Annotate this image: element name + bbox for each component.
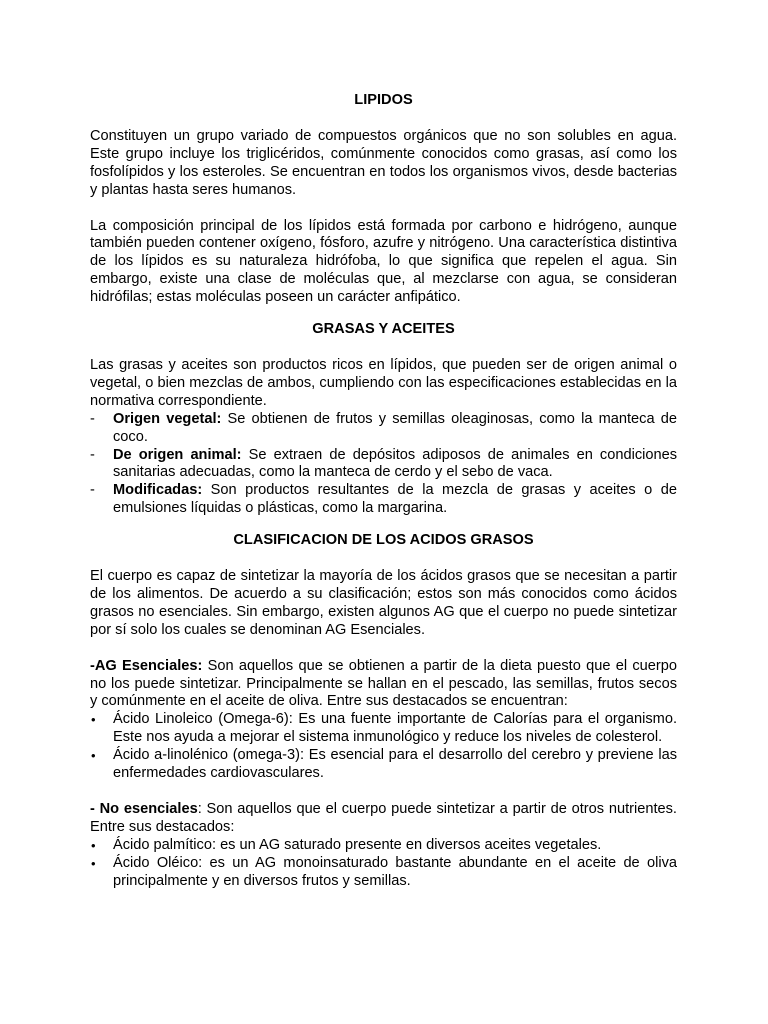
intro-paragraph-1: Constituyen un grupo variado de compuestos orgánicos que no son solubles en agua. Este grupo incluye los triglicéridos, comúnmente conocidos como grasas, así como los fosfolípidos y los esteroles. Se encuentran en todos los organismos vivos, desde bacterias y plantas hasta seres humanos. bbox=[90, 127, 677, 198]
list-item bbox=[90, 447, 677, 483]
item-text: Son productos resultantes de la mezcla de grasas y aceites o de emulsiones líquidas o plásticas, como la margarina. bbox=[113, 482, 677, 517]
esenciales-term: -AG Esenciales: bbox=[90, 657, 203, 674]
section-heading-grasas: GRASAS Y ACEITES bbox=[312, 321, 455, 338]
list-item bbox=[90, 482, 677, 518]
item-text: Ácido palmítico: es un AG saturado presente en diversos aceites vegetales. bbox=[113, 836, 602, 853]
no-esenciales-term: - No esenciales bbox=[90, 801, 198, 817]
clasificacion-paragraph: El cuerpo es capaz de sintetizar la mayoría de los ácidos grasos que se necesitan a partir de los alimentos. De acuerdo a su clasificación; estos son más conocidos como ácidos grasos no esenciales. Sin embargo, existen algunos AG que el cuerpo no puede sintetizar por sí solo los cuales se denominan AG Esenciales. bbox=[90, 568, 677, 638]
section-heading-clasificacion: CLASIFICACION DE LOS ACIDOS GRASOS bbox=[233, 532, 534, 549]
page-title: LIPIDOS bbox=[354, 92, 413, 108]
item-text: Ácido Linoleico (Omega-6): Es una fuente importante de Calorías para el organismo. Este nos ayuda a mejorar el sistema inmunológico y reduce los niveles de colesterol. bbox=[113, 711, 677, 746]
bullet-icon: • bbox=[91, 712, 96, 728]
grasas-paragraph: Las grasas y aceites son productos ricos en lípidos, que pueden ser de origen animal o vegetal, o bien mezclas de ambos, cumpliendo con las especificaciones establecidas en la normativa correspondiente. bbox=[90, 356, 677, 409]
item-text: Ácido a-linolénico (omega-3): Es esencial para el desarrollo del cerebro y previene las enfermedades cardiovasculares. bbox=[113, 747, 677, 782]
esenciales-list bbox=[90, 711, 677, 783]
list-item bbox=[90, 837, 677, 855]
dash-marker: - bbox=[90, 446, 95, 463]
bullet-icon: • bbox=[91, 855, 96, 871]
list-item bbox=[90, 855, 677, 891]
dash-marker: - bbox=[90, 410, 95, 427]
esenciales-text: Son aquellos que se obtienen a partir de la dieta puesto que el cuerpo no los puede sintetizar. Principalmente se hallan en el pescado, las semillas, frutos secos y comúnmente en el aceite de oliva. Entre sus destacados se encuentran: bbox=[90, 657, 677, 710]
grasas-list bbox=[90, 411, 677, 518]
bullet-icon: • bbox=[91, 748, 96, 764]
list-item bbox=[90, 747, 677, 783]
no-esenciales-paragraph bbox=[90, 801, 677, 837]
intro-paragraph-2: La composición principal de los lípidos está formada por carbono e hidrógeno, aunque también pueden contener oxígeno, fósforo, azufre y nitrógeno. Una característica distintiva de los lípidos es su naturaleza hidrófoba, lo que significa que repelen el agua. Sin embargo, existe una clase de moléculas que, al mezclarse con agua, se consideran hidrófilas; estas moléculas poseen un carácter anfipático. bbox=[90, 217, 677, 306]
list-item bbox=[90, 411, 677, 447]
esenciales-paragraph bbox=[90, 658, 677, 712]
dash-marker: - bbox=[90, 482, 95, 499]
item-term: Origen vegetal: bbox=[113, 410, 222, 427]
item-text: Se extraen de depósitos adiposos de animales en condiciones sanitarias adecuadas, como la manteca de cerdo y el sebo de vaca. bbox=[113, 446, 678, 481]
item-term: Modificadas: bbox=[113, 482, 203, 499]
item-text: Se obtienen de frutos y semillas oleaginosas, como la manteca de coco. bbox=[113, 410, 677, 445]
no-esenciales-list bbox=[90, 837, 677, 891]
item-term: De origen animal: bbox=[113, 446, 242, 463]
bullet-icon: • bbox=[91, 837, 96, 853]
list-item bbox=[90, 711, 677, 747]
no-esenciales-text: : Son aquellos que el cuerpo puede sintetizar a partir de otros nutrientes. Entre sus destacados: bbox=[90, 801, 677, 835]
item-text: Ácido Oléico: es un AG monoinsaturado bastante abundante en el aceite de oliva principalmente y en diversos frutos y semillas. bbox=[113, 854, 677, 889]
document-body bbox=[90, 92, 677, 891]
